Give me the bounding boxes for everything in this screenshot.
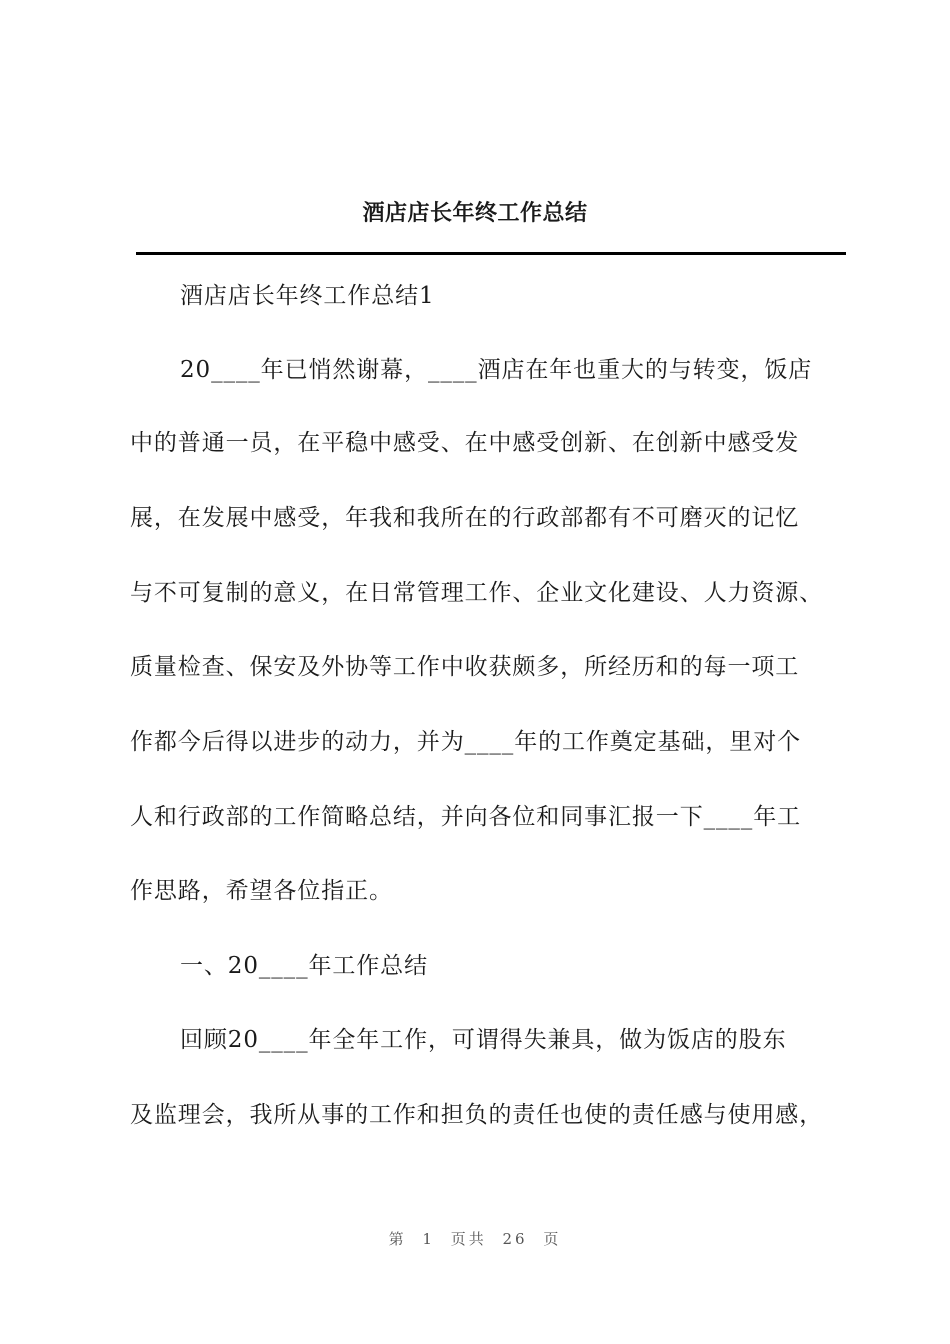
- document-title: 酒店店长年终工作总结: [362, 201, 588, 226]
- paragraph-line: 人和行政部的工作简略总结，并向各位和同事汇报一下____年工: [130, 804, 801, 830]
- paragraph-line: 与不可复制的意义，在日常管理工作、企业文化建设、人力资源、: [130, 580, 824, 606]
- paragraph-line: 中的普通一员，在平稳中感受、在中感受创新、在创新中感受发: [130, 430, 800, 456]
- paragraph-line: 质量检查、保安及外协等工作中收获颇多，所经历和的每一项工: [130, 654, 800, 680]
- subsection-heading: 一、20____年工作总结: [180, 953, 428, 979]
- paragraph-line: 回顾20____年全年工作，可谓得失兼具，做为饭店的股东: [180, 1027, 787, 1053]
- title-divider: [136, 252, 846, 255]
- paragraph-line: 作都今后得以进步的动力，并为____年的工作奠定基础，里对个: [130, 729, 801, 755]
- page-number-footer: 第 1 页共 26 页: [388, 1230, 562, 1248]
- section-heading: 酒店店长年终工作总结1: [180, 283, 435, 309]
- paragraph-line: 及监理会，我所从事的工作和担负的责任也使的责任感与使用感，: [130, 1102, 824, 1128]
- paragraph-line: 展，在发展中感受，年我和我所在的行政部都有不可磨灭的记忆: [130, 505, 800, 531]
- paragraph-line: 作思路，希望各位指正。: [130, 878, 393, 904]
- paragraph-line: 20____年已悄然谢幕，____酒店在年也重大的与转变，饭店: [180, 357, 813, 383]
